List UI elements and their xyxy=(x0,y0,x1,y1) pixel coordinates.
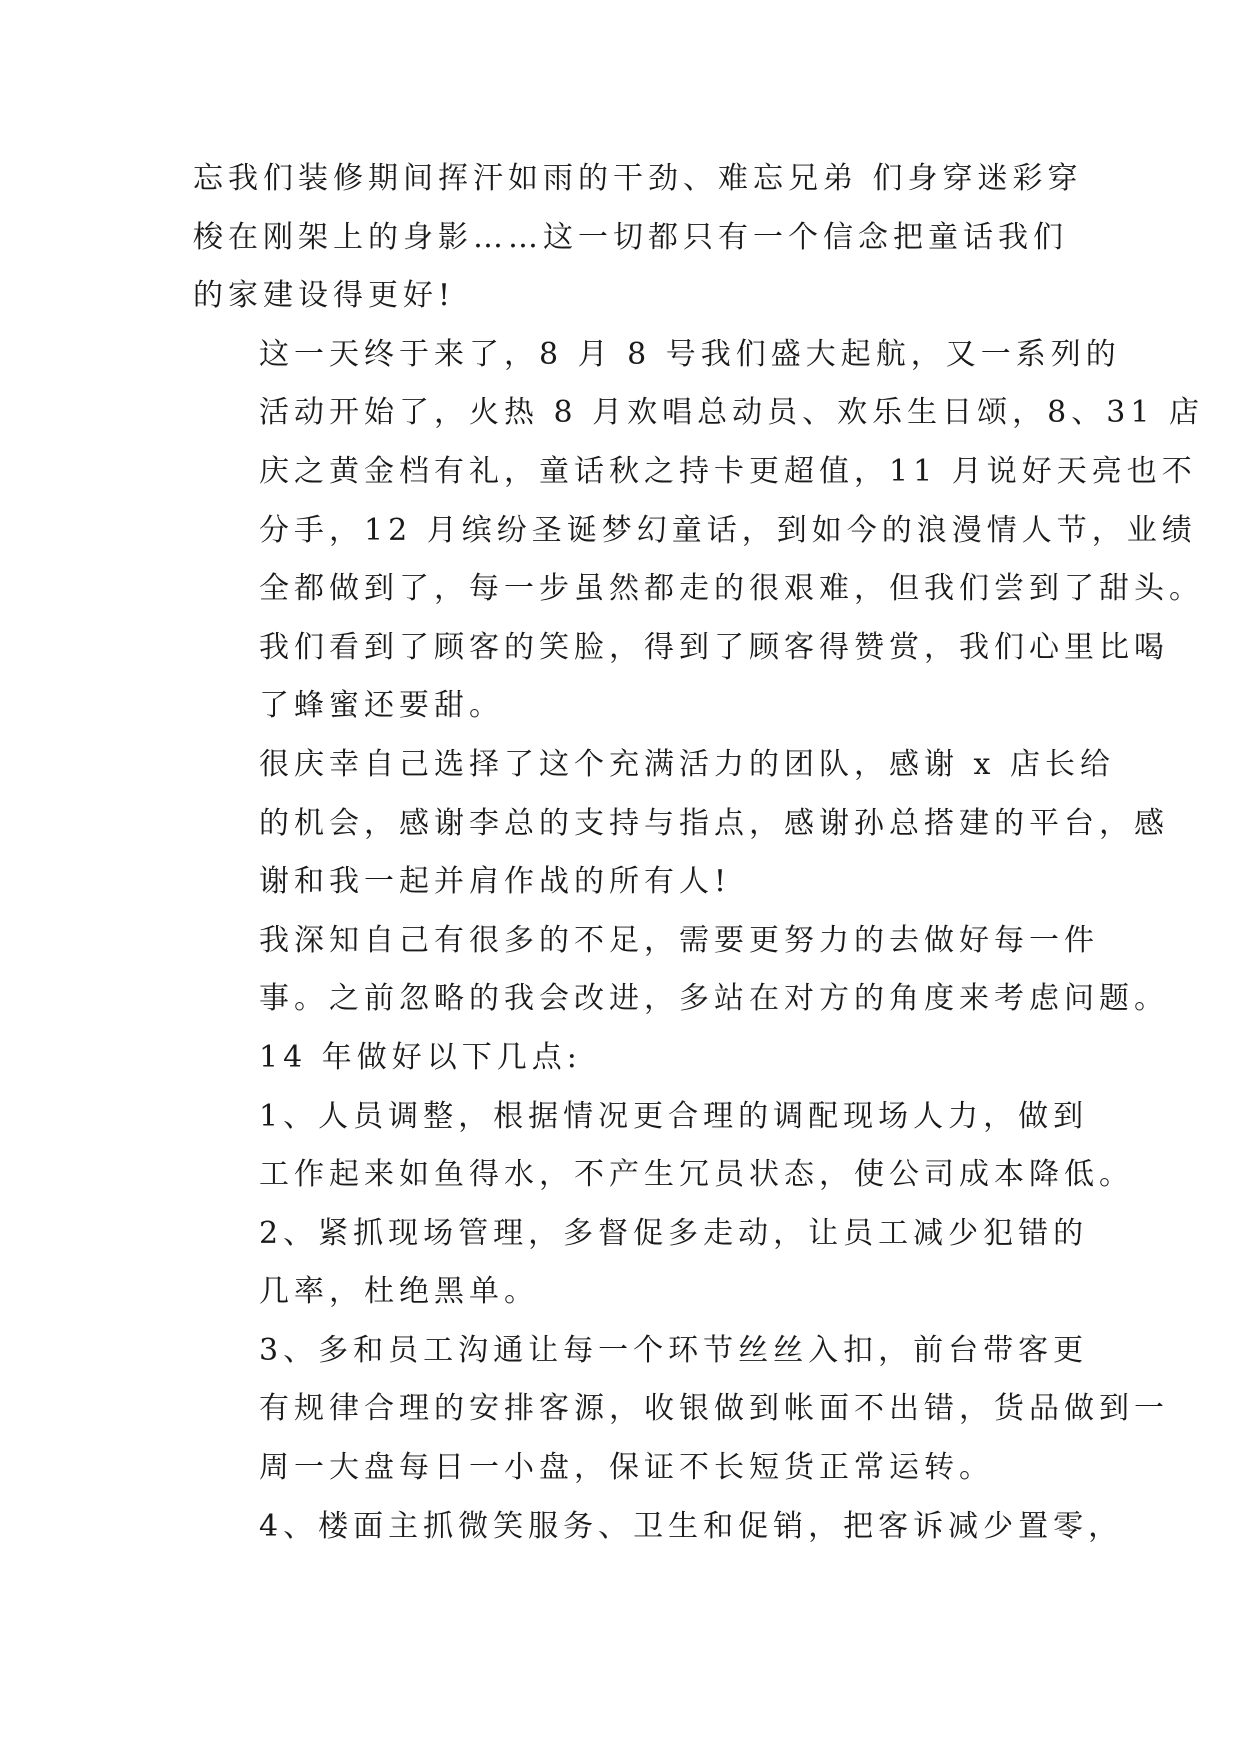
text-line: 的机会，感谢李总的支持与指点，感谢孙总搭建的平台，感 xyxy=(259,805,1169,841)
text-line: 活动开始了，火热 8 月欢唱总动员、欢乐生日颂，8、31 店 xyxy=(259,395,1204,431)
text-line: 忘我们装修期间挥汗如雨的干劲、难忘兄弟 们身穿迷彩穿 xyxy=(193,161,1083,196)
text-line: 分手，12 月缤纷圣诞梦幻童话，到如今的浪漫情人节，业绩 xyxy=(259,512,1197,548)
text-line: 14 年做好以下几点: xyxy=(259,1039,582,1075)
text-line: 事。之前忽略的我会改进，多站在对方的角度来考虑问题。 xyxy=(259,981,1169,1017)
text-line: 我们看到了顾客的笑脸，得到了顾客得赞赏，我们心里比喝 xyxy=(259,629,1169,665)
text-line: 的家建设得更好! xyxy=(193,278,456,314)
text-line: 有规律合理的安排客源，收银做到帐面不出错，货品做到一 xyxy=(259,1391,1169,1427)
document-body xyxy=(193,150,1204,1556)
paragraph xyxy=(193,1498,1124,1557)
text-line: 谢和我一起并肩作战的所有人! xyxy=(259,864,732,900)
text-line: 3、多和员工沟通让每一个环节丝丝入扣，前台带客更 xyxy=(259,1332,1089,1368)
paragraph xyxy=(193,326,1204,736)
text-line: 庆之黄金档有礼，童话秋之持卡更超值，11 月说好天亮也不 xyxy=(259,453,1197,489)
text-line: 2、紧抓现场管理，多督促多走动，让员工减少犯错的 xyxy=(259,1215,1089,1251)
text-line: 我深知自己有很多的不足，需要更努力的去做好每一件 xyxy=(259,922,1099,958)
text-line: 工作起来如鱼得水，不产生冗员状态，使公司成本降低。 xyxy=(259,1157,1134,1193)
paragraph xyxy=(193,1088,1134,1205)
text-line: 了蜂蜜还要甜。 xyxy=(259,688,504,724)
paragraph xyxy=(193,912,1169,1088)
paragraph xyxy=(193,1205,1089,1322)
text-line: 全都做到了，每一步虽然都走的很艰难，但我们尝到了甜头。 xyxy=(259,571,1204,607)
paragraph xyxy=(193,736,1169,912)
paragraph xyxy=(193,150,1083,326)
text-line: 很庆幸自己选择了这个充满活力的团队，感谢 x 店长给 xyxy=(259,746,1115,782)
text-line: 这一天终于来了，8 月 8 号我们盛大起航，又一系列的 xyxy=(259,336,1121,372)
text-line: 周一大盘每日一小盘，保证不长短货正常运转。 xyxy=(259,1450,994,1486)
text-line: 几率，杜绝黑单。 xyxy=(259,1274,539,1310)
paragraph xyxy=(193,1322,1169,1498)
text-line: 1、人员调整，根据情况更合理的调配现场人力，做到 xyxy=(259,1098,1089,1134)
text-line: 4、楼面主抓微笑服务、卫生和促销，把客诉减少置零， xyxy=(259,1508,1124,1544)
text-line: 梭在刚架上的身影……这一切都只有一个信念把童话我们 xyxy=(193,219,1068,255)
